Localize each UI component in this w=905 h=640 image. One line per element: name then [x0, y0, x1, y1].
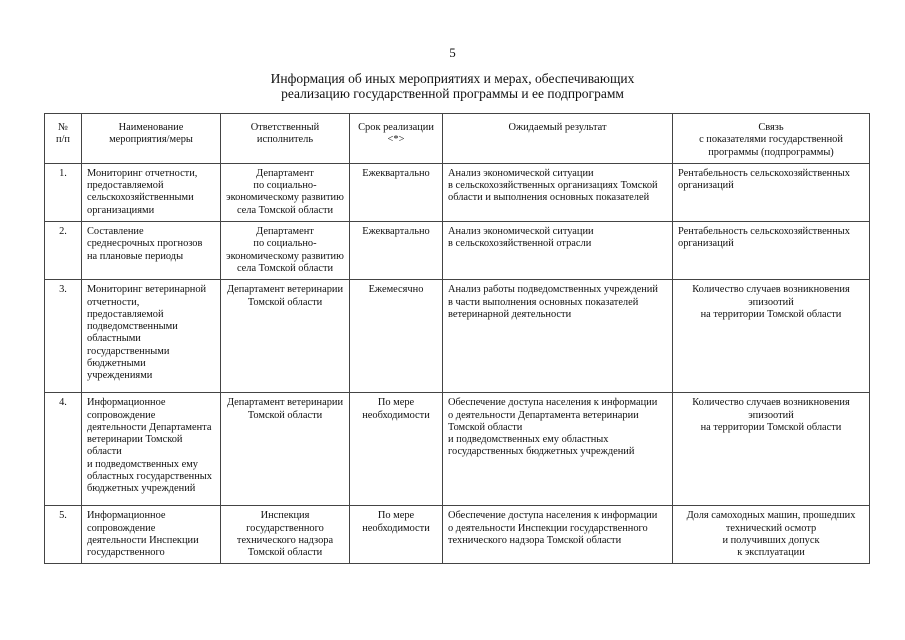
header-col-result: [443, 114, 673, 164]
header-col-result-line: Ожидаемый результат: [508, 122, 607, 133]
header-col-term-line: <*>: [387, 134, 405, 146]
cell-expected-result-line: технического надзора Томской области: [448, 534, 622, 546]
cell-expected-result: [443, 222, 673, 280]
cell-measure-name-line: Информационное: [87, 510, 166, 522]
cell-measure-name-line: деятельности Департамента: [87, 421, 212, 433]
cell-expected-result: [443, 506, 673, 564]
cell-row-number-line: 2.: [59, 226, 67, 238]
cell-indicator-link: [673, 222, 870, 280]
cell-row-number: [45, 280, 82, 393]
cell-measure-name-line: областных государственных: [87, 471, 212, 483]
cell-term-line: По мере: [377, 510, 415, 522]
header-col-link: [673, 114, 870, 164]
cell-row-number: [45, 222, 82, 280]
cell-term: [350, 222, 443, 280]
cell-measure-name: [82, 163, 221, 221]
title-line-1: Информация об иных мероприятиях и мерах, обеспечивающих: [270, 71, 635, 86]
cell-expected-result-line: в сельскохозяйственных организациях Томской: [448, 180, 658, 192]
cell-row-number: [45, 393, 82, 506]
cell-measure-name-line: на плановые периоды: [87, 250, 184, 262]
cell-executor-line: экономическому развитию: [226, 192, 344, 204]
cell-indicator-link-line: эпизоотий: [748, 409, 794, 421]
header-col-term: [350, 114, 443, 164]
cell-indicator-link-line: эпизоотий: [748, 296, 794, 308]
cell-expected-result-line: государственных бюджетных учреждений: [448, 446, 635, 458]
cell-measure-name-line: учреждениями: [87, 370, 153, 382]
header-col-number: [45, 114, 82, 164]
table-row: [45, 222, 870, 280]
cell-indicator-link-line: Количество случаев возникновения: [692, 397, 850, 409]
header-col-link-line: программы (подпрограммы): [708, 146, 834, 158]
cell-measure-name-line: Мониторинг ветеринарной: [87, 284, 207, 296]
cell-term: [350, 163, 443, 221]
cell-expected-result-line: Анализ работы подведомственных учреждений: [448, 284, 658, 296]
cell-measure-name-line: сопровождение: [87, 522, 156, 534]
cell-indicator-link: [673, 163, 870, 221]
cell-indicator-link: [673, 280, 870, 393]
cell-measure-name-line: ветеринарии Томской: [87, 434, 183, 446]
cell-measure-name-line: Информационное: [87, 397, 166, 409]
cell-term-line: необходимости: [362, 522, 430, 534]
cell-expected-result-line: о деятельности Департамента ветеринарии: [448, 409, 639, 421]
title-line-2: реализацию государственной программы и ее подпрограмм: [281, 86, 624, 101]
cell-expected-result-line: Томской области: [448, 421, 523, 433]
cell-indicator-link-line: организаций: [678, 180, 734, 192]
cell-expected-result-line: о деятельности Инспекции государственного: [448, 522, 648, 534]
cell-row-number-line: 5.: [59, 510, 67, 522]
cell-measure-name-line: отчетности,: [87, 296, 140, 308]
cell-indicator-link: [673, 506, 870, 564]
cell-executor: [221, 506, 350, 564]
table-row: [45, 506, 870, 564]
cell-executor-line: Томской области: [247, 409, 323, 421]
cell-expected-result-line: Обеспечение доступа населения к информации: [448, 510, 658, 522]
cell-measure-name-line: организациями: [87, 204, 155, 216]
cell-measure-name-line: среднесрочных прогнозов: [87, 238, 203, 250]
cell-indicator-link-line: и получивших допуск: [722, 534, 820, 546]
cell-expected-result: [443, 393, 673, 506]
cell-measure-name: [82, 393, 221, 506]
header-col-term-line: Срок реализации: [358, 122, 434, 133]
cell-expected-result-line: Анализ экономической ситуации: [448, 167, 594, 179]
cell-executor-line: Департамент: [256, 226, 314, 238]
cell-indicator-link-line: технический осмотр: [725, 522, 817, 534]
header-col-name-line: Наименование: [118, 122, 184, 133]
cell-indicator-link: [673, 393, 870, 506]
cell-term-line: Ежеквартально: [362, 226, 430, 238]
cell-term-line: Ежеквартально: [362, 167, 430, 179]
cell-indicator-link-line: к эксплуатации: [737, 547, 805, 559]
cell-measure-name-line: подведомственными: [87, 321, 178, 333]
cell-measure-name: [82, 222, 221, 280]
header-col-executor: [221, 114, 350, 164]
cell-measure-name-line: предоставляемой: [87, 308, 164, 320]
cell-indicator-link-line: организаций: [678, 238, 734, 250]
cell-measure-name-line: и подведомственных ему: [87, 458, 198, 470]
table-row: [45, 280, 870, 393]
cell-indicator-link-line: на территории Томской области: [700, 308, 842, 320]
cell-indicator-link-line: Количество случаев возникновения: [692, 284, 850, 296]
header-col-number-line: п/п: [55, 134, 70, 146]
cell-indicator-link-line: Доля самоходных машин, прошедших: [686, 510, 856, 522]
cell-executor-line: экономическому развитию: [226, 250, 344, 262]
measures-table: [44, 113, 870, 564]
cell-measure-name-line: Составление: [87, 226, 144, 238]
cell-term: [350, 393, 443, 506]
table-row: [45, 163, 870, 221]
cell-row-number: [45, 163, 82, 221]
cell-row-number-line: 3.: [59, 284, 67, 296]
cell-expected-result-line: Анализ экономической ситуации: [448, 226, 594, 238]
cell-measure-name-line: сопровождение: [87, 409, 156, 421]
cell-measure-name-line: области: [87, 446, 122, 458]
cell-measure-name-line: государственными: [87, 345, 170, 357]
cell-executor-line: технического надзора: [236, 534, 334, 546]
cell-expected-result-line: и подведомственных ему областных: [448, 434, 609, 446]
cell-measure-name-line: Мониторинг отчетности,: [87, 167, 198, 179]
cell-expected-result-line: ветеринарной деятельности: [448, 308, 572, 320]
cell-executor: [221, 163, 350, 221]
cell-expected-result: [443, 163, 673, 221]
cell-indicator-link-line: Рентабельность сельскохозяйственных: [678, 167, 850, 179]
header-col-name: [82, 114, 221, 164]
cell-term-line: необходимости: [362, 409, 430, 421]
cell-executor: [221, 222, 350, 280]
cell-measure-name: [82, 280, 221, 393]
cell-term: [350, 506, 443, 564]
header-col-link-line: с показателями государственной: [699, 134, 843, 146]
cell-executor-line: Департамент ветеринарии: [226, 397, 344, 409]
cell-row-number-line: 4.: [59, 397, 67, 409]
header-col-number-line: №: [58, 122, 68, 133]
header-col-executor-line: исполнитель: [256, 134, 314, 146]
cell-executor-line: Томской области: [247, 547, 323, 559]
cell-executor: [221, 393, 350, 506]
cell-row-number: [45, 506, 82, 564]
cell-executor-line: села Томской области: [236, 262, 334, 274]
cell-expected-result: [443, 280, 673, 393]
cell-expected-result-line: в сельскохозяйственной отрасли: [448, 238, 592, 250]
cell-executor-line: государственного: [246, 522, 324, 534]
header-col-link-line: Связь: [758, 122, 784, 133]
cell-measure-name-line: бюджетных учреждений: [87, 483, 196, 495]
cell-indicator-link-line: на территории Томской области: [700, 421, 842, 433]
cell-measure-name-line: бюджетными: [87, 358, 146, 370]
cell-executor-line: Департамент: [256, 167, 314, 179]
table-body: [45, 163, 870, 564]
cell-executor-line: села Томской области: [236, 204, 334, 216]
cell-measure-name-line: областными: [87, 333, 141, 345]
cell-term-line: Ежемесячно: [368, 284, 424, 296]
cell-executor-line: по социально-: [253, 238, 317, 250]
document-title: [0, 71, 905, 101]
cell-expected-result-line: в части выполнения основных показателей: [448, 296, 639, 308]
cell-measure-name-line: деятельности Инспекции: [87, 534, 199, 546]
table-row: [45, 393, 870, 506]
table-header-row: [45, 114, 870, 164]
cell-measure-name-line: государственного: [87, 547, 165, 559]
cell-executor-line: по социально-: [253, 180, 317, 192]
cell-measure-name-line: сельскохозяйственными: [87, 192, 194, 204]
header-col-name-line: мероприятия/меры: [109, 134, 193, 146]
page-number: 5: [449, 45, 456, 60]
cell-measure-name-line: предоставляемой: [87, 180, 164, 192]
cell-indicator-link-line: Рентабельность сельскохозяйственных: [678, 226, 850, 238]
cell-executor-line: Инспекция: [260, 510, 310, 522]
cell-term: [350, 280, 443, 393]
cell-expected-result-line: Обеспечение доступа населения к информации: [448, 397, 658, 409]
header-col-executor-line: Ответственный: [250, 122, 320, 133]
cell-term-line: По мере: [377, 397, 415, 409]
cell-row-number-line: 1.: [59, 167, 67, 179]
cell-expected-result-line: области и выполнения основных показателей: [448, 192, 650, 204]
cell-measure-name: [82, 506, 221, 564]
cell-executor-line: Томской области: [247, 296, 323, 308]
cell-executor-line: Департамент ветеринарии: [226, 284, 344, 296]
cell-executor: [221, 280, 350, 393]
